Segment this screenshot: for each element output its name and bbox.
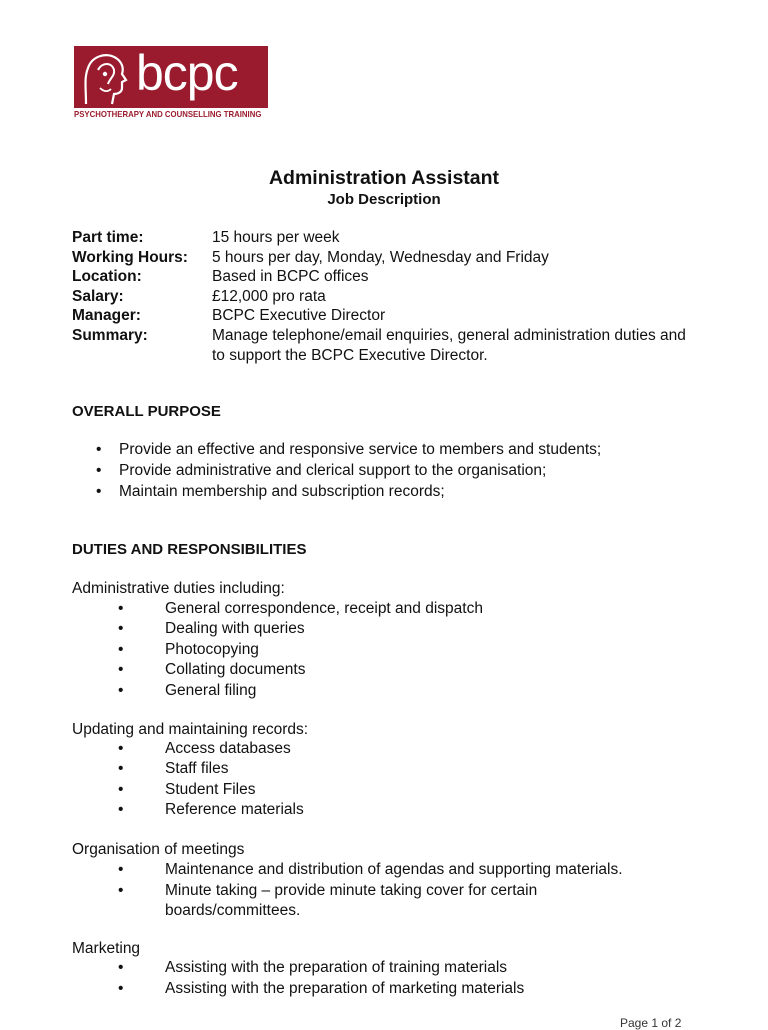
detail-value: Based in BCPC offices (212, 268, 369, 285)
page-subtitle: Job Description (327, 191, 441, 208)
list-item: Photocopying (165, 641, 259, 658)
list-item: Provide an effective and responsive service to members and students; (119, 441, 602, 458)
list-item: Minute taking – provide minute taking cover for certain (165, 882, 538, 899)
list-item: General correspondence, receipt and dispatch (165, 600, 483, 617)
bullet-icon: • (96, 483, 102, 500)
logo-box (74, 46, 268, 108)
detail-label: Salary: (72, 288, 124, 305)
section-heading-overall-purpose: OVERALL PURPOSE (72, 403, 221, 420)
bullet-icon: • (118, 600, 124, 617)
detail-label: Manager: (72, 307, 141, 324)
list-item: Assisting with the preparation of marketing materials (165, 980, 525, 997)
detail-value: 5 hours per day, Monday, Wednesday and Friday (212, 249, 549, 266)
bullet-icon: • (96, 462, 102, 479)
list-item: Assisting with the preparation of training materials (165, 959, 508, 976)
bullet-icon: • (118, 740, 124, 757)
list-item-continuation: boards/committees. (165, 902, 301, 919)
bullet-icon: • (118, 980, 124, 997)
group-title-records: Updating and maintaining records: (72, 721, 309, 738)
bullet-icon: • (118, 781, 124, 798)
bcpc-logo (74, 46, 268, 119)
detail-value: £12,000 pro rata (212, 288, 326, 305)
detail-label: Location: (72, 268, 142, 285)
group-title-meetings: Organisation of meetings (72, 841, 245, 858)
page-title: Administration Assistant (268, 167, 500, 189)
list-item: Collating documents (165, 661, 306, 678)
list-item: Dealing with queries (165, 620, 305, 637)
bullet-icon: • (118, 682, 124, 699)
group-title-marketing: Marketing (72, 940, 141, 957)
list-item: General filing (165, 682, 257, 699)
face-profile-icon (78, 48, 134, 106)
bullet-icon: • (118, 641, 124, 658)
list-item: Reference materials (165, 801, 304, 818)
list-item: Staff files (165, 760, 229, 777)
page-number: Page 1 of 2 (620, 1016, 682, 1030)
list-item: Provide administrative and clerical support to the organisation; (119, 462, 547, 479)
bullet-icon: • (118, 959, 124, 976)
logo-tagline: PSYCHOTHERAPY AND COUNSELLING TRAINING (74, 109, 262, 119)
bullet-icon: • (118, 882, 124, 899)
bullet-icon: • (118, 760, 124, 777)
list-item: Maintenance and distribution of agendas and supporting materials. (165, 861, 623, 878)
bullet-icon: • (118, 861, 124, 878)
bullet-icon: • (118, 661, 124, 678)
detail-value: Manage telephone/email enquiries, general administration duties and to support the BCPC Executive Director. (212, 327, 686, 364)
section-heading-duties: DUTIES AND RESPONSIBILITIES (72, 541, 307, 558)
list-item: Access databases (165, 740, 291, 757)
list-item: Maintain membership and subscription records; (119, 483, 445, 500)
logo-wordmark: bcpc (136, 45, 238, 101)
detail-label: Summary: (72, 327, 148, 344)
bullet-icon: • (96, 441, 102, 458)
bullet-icon: • (118, 620, 124, 637)
list-item: Student Files (165, 781, 256, 798)
group-title-administrative: Administrative duties including: (72, 580, 285, 597)
detail-value: BCPC Executive Director (212, 307, 386, 324)
detail-label: Working Hours: (72, 249, 188, 266)
detail-value: 15 hours per week (212, 229, 340, 246)
bullet-icon: • (118, 801, 124, 818)
detail-label: Part time: (72, 229, 144, 246)
